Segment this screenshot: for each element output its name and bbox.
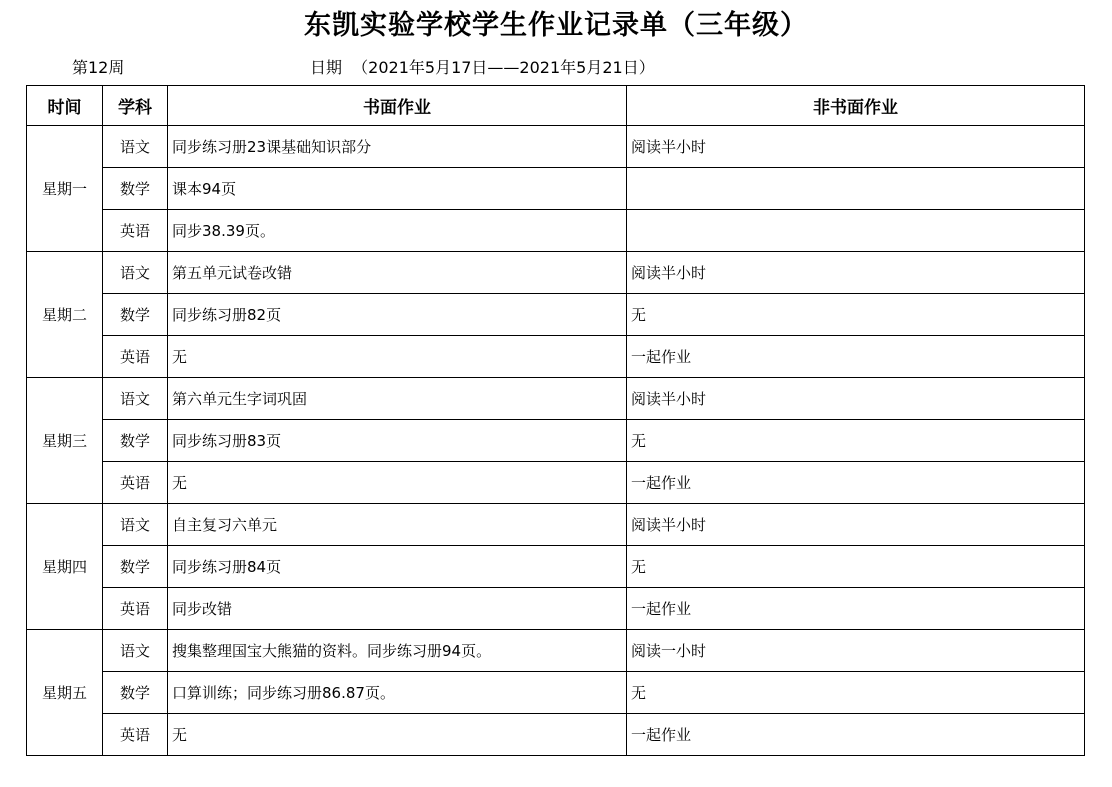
subject-cell: 数学 bbox=[103, 294, 168, 336]
non-written-cell: 一起作业 bbox=[627, 462, 1085, 504]
non-written-cell bbox=[627, 210, 1085, 252]
written-cell: 同步练习册23课基础知识部分 bbox=[168, 126, 627, 168]
subject-cell: 语文 bbox=[103, 378, 168, 420]
day-cell-thursday: 星期四 bbox=[27, 504, 103, 630]
header-written: 书面作业 bbox=[168, 86, 627, 126]
non-written-cell: 一起作业 bbox=[627, 336, 1085, 378]
written-cell: 无 bbox=[168, 714, 627, 756]
table-row bbox=[27, 546, 1085, 588]
table-row bbox=[27, 168, 1085, 210]
table-row bbox=[27, 630, 1085, 672]
day-cell-monday: 星期一 bbox=[27, 126, 103, 252]
written-cell: 第六单元生字词巩固 bbox=[168, 378, 627, 420]
subject-cell: 语文 bbox=[103, 252, 168, 294]
written-cell: 同步改错 bbox=[168, 588, 627, 630]
non-written-cell bbox=[627, 168, 1085, 210]
non-written-cell: 无 bbox=[627, 294, 1085, 336]
header-subject: 学科 bbox=[103, 86, 168, 126]
non-written-cell: 一起作业 bbox=[627, 588, 1085, 630]
table-row bbox=[27, 378, 1085, 420]
written-cell: 第五单元试卷改错 bbox=[168, 252, 627, 294]
written-cell: 口算训练；同步练习册86.87页。 bbox=[168, 672, 627, 714]
date-range: 日期 （2021年5月17日——2021年5月21日） bbox=[310, 58, 655, 77]
written-cell: 同步38.39页。 bbox=[168, 210, 627, 252]
written-cell: 无 bbox=[168, 462, 627, 504]
day-cell-tuesday: 星期二 bbox=[27, 252, 103, 378]
non-written-cell: 阅读半小时 bbox=[627, 378, 1085, 420]
non-written-cell: 阅读半小时 bbox=[627, 126, 1085, 168]
written-cell: 自主复习六单元 bbox=[168, 504, 627, 546]
header-non-written: 非书面作业 bbox=[627, 86, 1085, 126]
non-written-cell: 阅读半小时 bbox=[627, 504, 1085, 546]
homework-table bbox=[26, 85, 1085, 756]
subject-cell: 数学 bbox=[103, 420, 168, 462]
table-row bbox=[27, 462, 1085, 504]
subject-cell: 数学 bbox=[103, 168, 168, 210]
table-row bbox=[27, 336, 1085, 378]
table-row bbox=[27, 672, 1085, 714]
non-written-cell: 一起作业 bbox=[627, 714, 1085, 756]
table-row bbox=[27, 126, 1085, 168]
subject-cell: 数学 bbox=[103, 672, 168, 714]
table-row bbox=[27, 714, 1085, 756]
table-row bbox=[27, 294, 1085, 336]
week-label: 第12周 bbox=[72, 58, 125, 77]
day-cell-friday: 星期五 bbox=[27, 630, 103, 756]
subject-cell: 英语 bbox=[103, 588, 168, 630]
header-time: 时间 bbox=[27, 86, 103, 126]
subject-cell: 英语 bbox=[103, 714, 168, 756]
table-row bbox=[27, 504, 1085, 546]
written-cell: 无 bbox=[168, 336, 627, 378]
non-written-cell: 无 bbox=[627, 672, 1085, 714]
table-row bbox=[27, 210, 1085, 252]
subject-cell: 数学 bbox=[103, 546, 168, 588]
written-cell: 同步练习册83页 bbox=[168, 420, 627, 462]
subject-cell: 英语 bbox=[103, 210, 168, 252]
subject-cell: 语文 bbox=[103, 126, 168, 168]
written-cell: 同步练习册82页 bbox=[168, 294, 627, 336]
non-written-cell: 阅读一小时 bbox=[627, 630, 1085, 672]
written-cell: 同步练习册84页 bbox=[168, 546, 627, 588]
non-written-cell: 无 bbox=[627, 420, 1085, 462]
subject-cell: 语文 bbox=[103, 504, 168, 546]
table-row bbox=[27, 252, 1085, 294]
subject-cell: 语文 bbox=[103, 630, 168, 672]
non-written-cell: 阅读半小时 bbox=[627, 252, 1085, 294]
table-header-row bbox=[27, 86, 1085, 126]
subject-cell: 英语 bbox=[103, 336, 168, 378]
table-row bbox=[27, 588, 1085, 630]
written-cell: 课本94页 bbox=[168, 168, 627, 210]
day-cell-wednesday: 星期三 bbox=[27, 378, 103, 504]
subject-cell: 英语 bbox=[103, 462, 168, 504]
table-row bbox=[27, 420, 1085, 462]
written-cell: 搜集整理国宝大熊猫的资料。同步练习册94页。 bbox=[168, 630, 627, 672]
non-written-cell: 无 bbox=[627, 546, 1085, 588]
page-title: 东凯实验学校学生作业记录单（三年级） bbox=[304, 10, 808, 41]
